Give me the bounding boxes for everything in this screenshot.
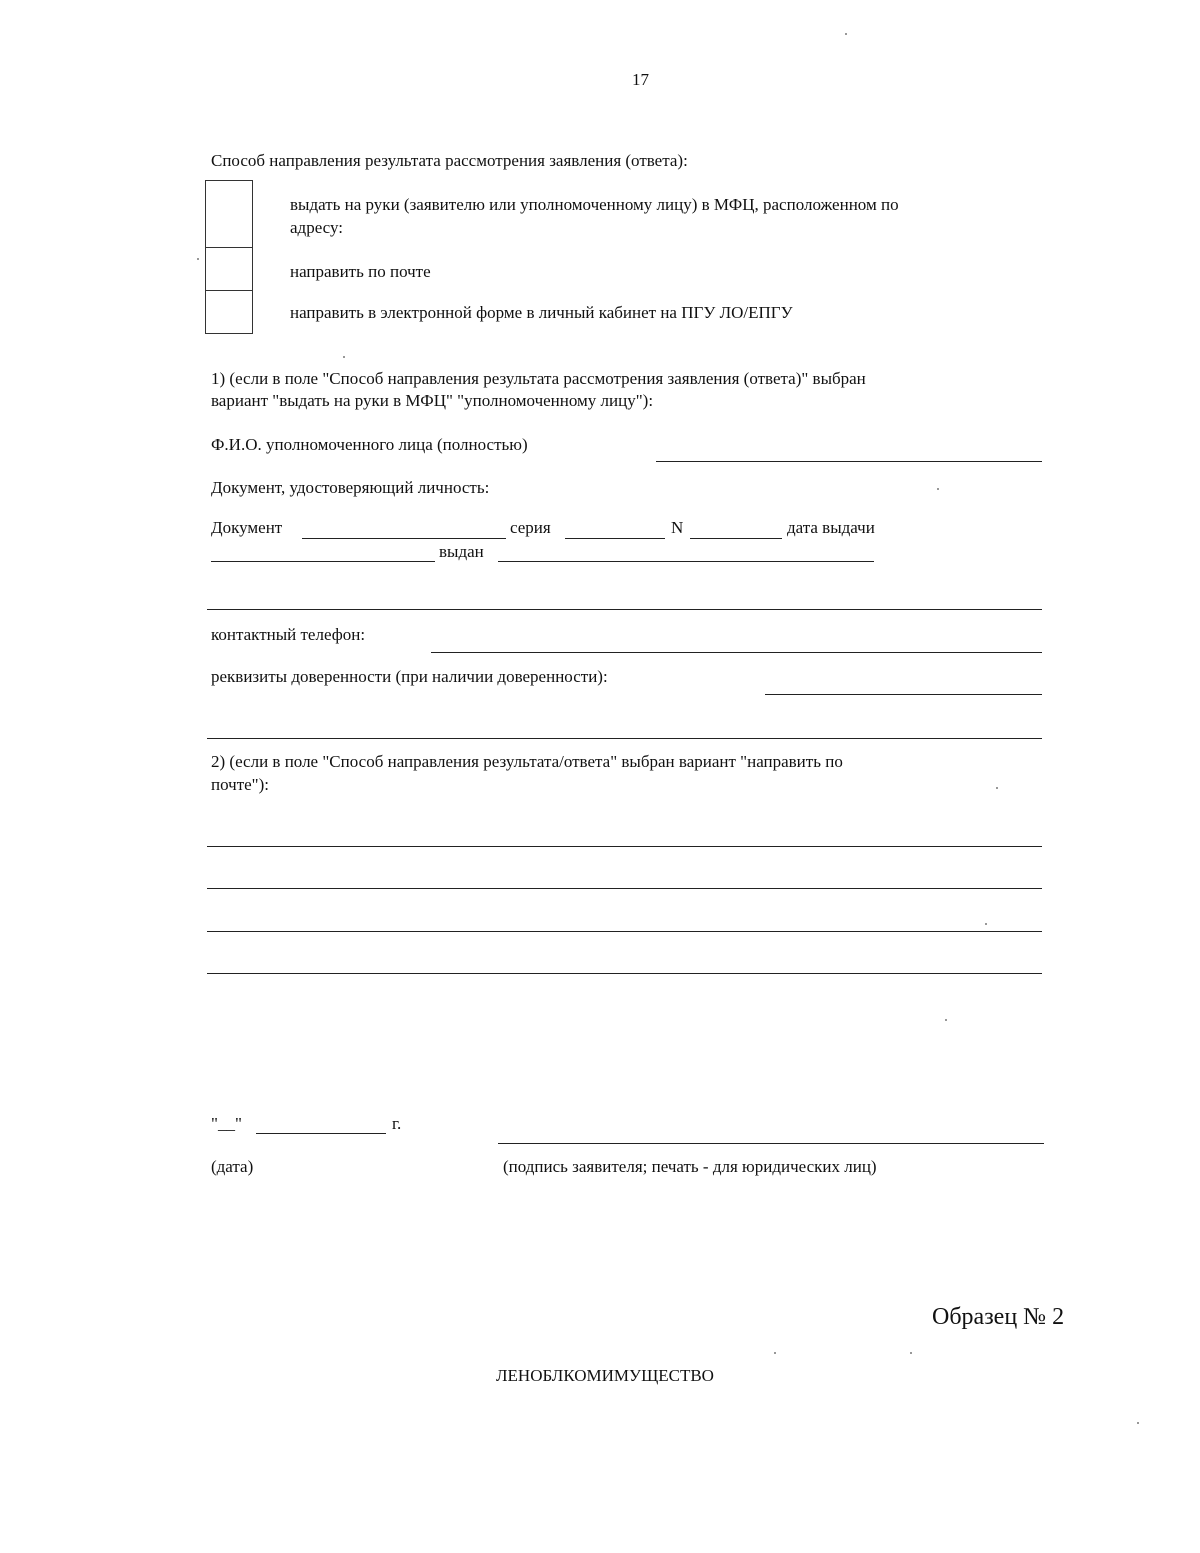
- document-label: Документ: [211, 518, 283, 537]
- delivery-heading: Способ направления результата рассмотрения заявления (ответа):: [211, 151, 688, 170]
- poa-label: реквизиты доверенности (при наличии доверенности):: [211, 667, 608, 686]
- signature-field[interactable]: [498, 1143, 1044, 1144]
- scan-speck: [985, 923, 987, 925]
- option-mfc-line2: адресу:: [290, 218, 343, 237]
- date-caption: (дата): [211, 1157, 254, 1176]
- phone-label: контактный телефон:: [211, 625, 366, 644]
- organization-name: ЛЕНОБЛКОМИМУЩЕСТВО: [496, 1366, 714, 1385]
- postal-address-line-1[interactable]: [207, 846, 1042, 847]
- option-electronic: направить в электронной форме в личный кабинет на ПГУ ЛО/ЕПГУ: [290, 303, 793, 322]
- option-post: направить по почте: [290, 262, 431, 281]
- phone-field[interactable]: [431, 652, 1042, 653]
- postal-address-line-3[interactable]: [207, 931, 1042, 932]
- section2-line2: почте"):: [211, 775, 270, 794]
- postal-address-line-2[interactable]: [207, 888, 1042, 889]
- checkbox-mfc[interactable]: [205, 180, 253, 248]
- issued-by-field[interactable]: [498, 561, 874, 562]
- date-field[interactable]: [256, 1133, 386, 1134]
- option-mfc-line1: выдать на руки (заявителю или уполномоченному лицу) в МФЦ, расположенном по: [290, 195, 899, 214]
- section1-line2: вариант "выдать на руки в МФЦ" "уполномоченному лицу"):: [211, 391, 654, 410]
- issue-date-label: дата выдачи: [787, 518, 875, 537]
- scan-speck: [1137, 1422, 1139, 1424]
- postal-address-line-4[interactable]: [207, 973, 1042, 974]
- issued-by-field-continued[interactable]: [207, 609, 1042, 610]
- issued-by-label: выдан: [439, 542, 484, 561]
- checkbox-post[interactable]: [205, 247, 253, 291]
- series-field[interactable]: [565, 538, 665, 539]
- document-field[interactable]: [302, 538, 506, 539]
- sample-label: Образец № 2: [932, 1304, 1065, 1330]
- issue-date-field[interactable]: [211, 561, 435, 562]
- signature-caption: (подпись заявителя; печать - для юридических лиц): [503, 1157, 877, 1176]
- section2-line1: 2) (если в поле "Способ направления результата/ответа" выбран вариант "направить по: [211, 752, 843, 771]
- series-label: серия: [510, 518, 551, 537]
- scan-speck: [197, 258, 199, 260]
- scan-speck: [774, 1352, 776, 1354]
- scan-speck: [996, 787, 998, 789]
- poa-field-continued[interactable]: [207, 738, 1042, 739]
- scan-speck: [910, 1352, 912, 1354]
- id-document-label: Документ, удостоверяющий личность:: [211, 478, 490, 497]
- number-label: N: [671, 518, 684, 537]
- fio-label: Ф.И.О. уполномоченного лица (полностью): [211, 435, 528, 454]
- date-day: "__": [211, 1114, 242, 1133]
- year-suffix: г.: [392, 1114, 402, 1133]
- page-number: 17: [632, 70, 649, 89]
- fio-field[interactable]: [656, 461, 1042, 462]
- scan-speck: [343, 356, 345, 358]
- section1-line1: 1) (если в поле "Способ направления результата рассмотрения заявления (ответа)" выбран: [211, 369, 866, 388]
- scan-speck: [945, 1019, 947, 1021]
- scan-speck: [937, 488, 939, 490]
- poa-field[interactable]: [765, 694, 1042, 695]
- scan-speck: [845, 33, 847, 35]
- number-field[interactable]: [690, 538, 782, 539]
- checkbox-electronic[interactable]: [205, 290, 253, 334]
